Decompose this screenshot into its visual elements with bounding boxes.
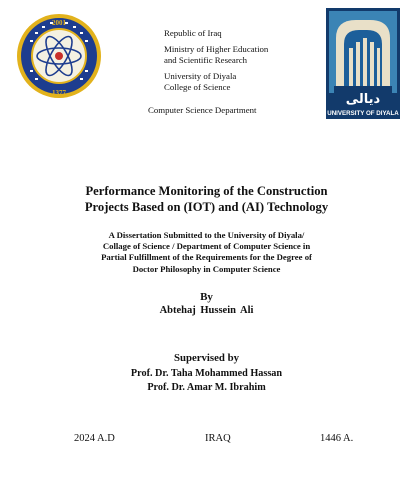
college-line: College of Science xyxy=(164,82,231,92)
university-line: University of Diyala xyxy=(164,71,237,81)
title-line-1: Performance Monitoring of the Construction xyxy=(85,184,328,198)
title-line-2: Projects Based on (IOT) and (AI) Technology xyxy=(84,200,329,214)
footer-country: IRAQ xyxy=(205,433,231,444)
supervisor-first: Prof. Dr. Taha Mohammed Hassan xyxy=(130,368,283,379)
emblem-year-top: 2001 xyxy=(52,19,66,27)
description-line-3: Partial Fulfillment of the Requirements for the Degree of xyxy=(101,252,312,263)
supervisor-second: Prof. Dr. Amar M. Ibrahim xyxy=(147,382,266,393)
description-line-2: Collage of Science / Department of Computer Science in xyxy=(102,241,311,252)
footer-year: 2024 A.D xyxy=(74,433,115,444)
supervised-by-label: Supervised by xyxy=(173,352,240,364)
country-line: Republic of Iraq xyxy=(164,28,222,38)
ministry-line: Ministry of Higher Education xyxy=(164,44,269,54)
author-name: Abtehaj Hussein Ali xyxy=(159,305,254,316)
emblem-year-bottom: 1377 xyxy=(52,89,66,97)
dissertation-description xyxy=(50,230,363,275)
college-of-science-emblem xyxy=(16,12,102,100)
footer-hijri-year: 1446 A. xyxy=(320,433,354,444)
description-line-1: A Dissertation Submitted to the University of Diyala/ xyxy=(108,230,305,240)
logo-arabic-mark-icon: ديالى xyxy=(345,92,381,107)
institution-header xyxy=(164,28,314,93)
department-line: Computer Science Department xyxy=(148,105,257,115)
description-line-4: Doctor Philosophy in Computer Science xyxy=(132,263,281,274)
university-of-diyala-logo xyxy=(326,8,400,119)
dissertation-title xyxy=(40,183,373,215)
by-label: By xyxy=(200,291,213,303)
ministry-line-2: and Scientific Research xyxy=(164,55,248,65)
logo-caption: UNIVERSITY OF DIYALA xyxy=(327,110,399,117)
